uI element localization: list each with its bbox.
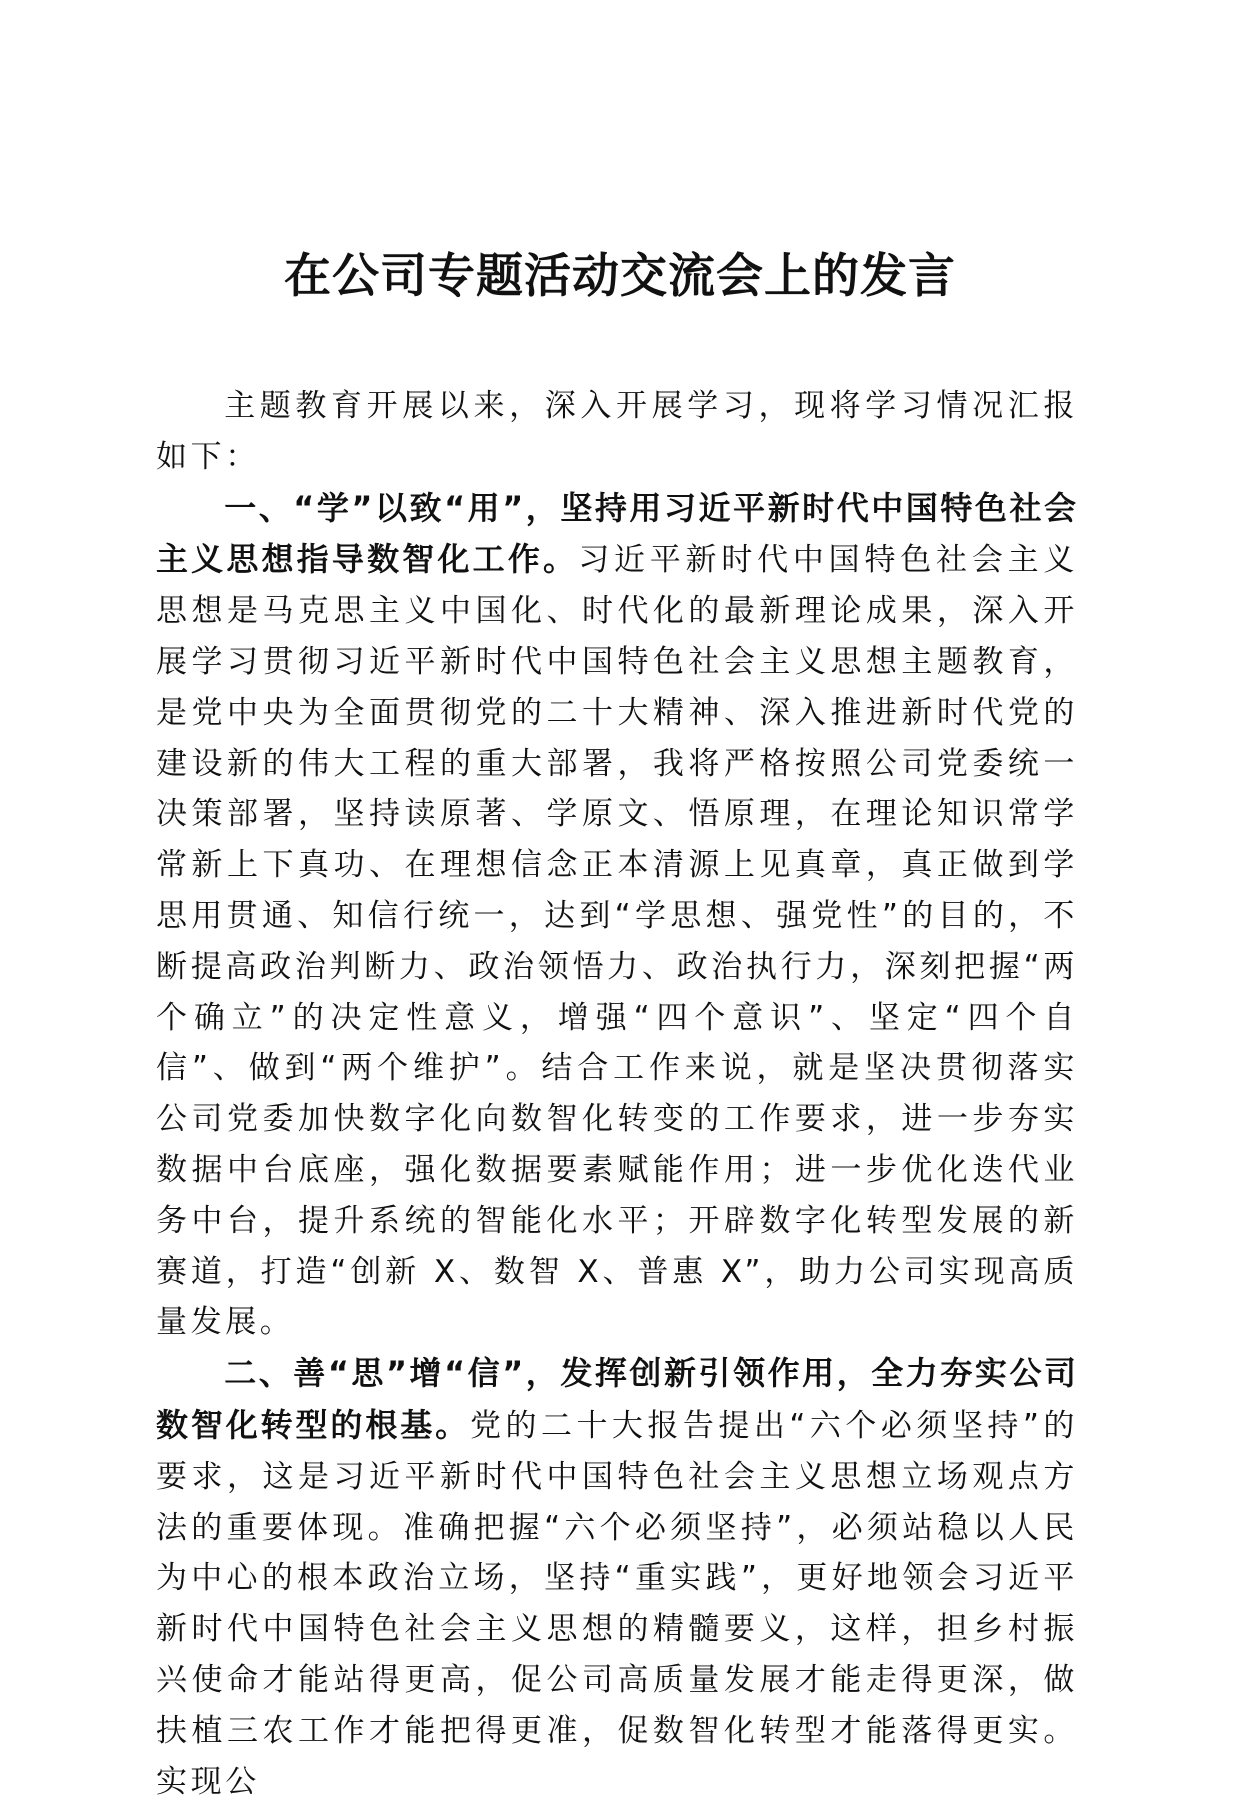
document-body [156,381,1078,1807]
section-1-heading: 一、“学”以致“用”，坚持用习近平新时代中国特色社会主义思想指导数智化工作。 [156,488,1078,579]
section-2-body: 党的二十大报告提出“六个必须坚持”的要求，这是习近平新时代中国特色社会主义思想立场观点方法的重要体现。准确把握“六个必须坚持”，必须站稳以人民为中心的根本政治立场，坚持“重实践”，更好地领会习近平新时代中国特色社会主义思想的精髓要义，这样，担乡村振兴使命才能站得更高，促公司高质量发展才能走得更深，做扶植三农工作才能把得更准，促数智化转型才能落得更实。实现公 [156,1407,1078,1800]
section-2-paragraph [156,1348,1078,1807]
section-1-paragraph [156,483,1078,1349]
section-1-body: 习近平新时代中国特色社会主义思想是马克思主义中国化、时代化的最新理论成果，深入开展学习贯彻习近平新时代中国特色社会主义思想主题教育，是党中央为全面贯彻党的二十大精神、深入推进新时代党的建设新的伟大工程的重大部署，我将严格按照公司党委统一决策部署，坚持读原著、学原文、悟原理，在理论知识常学常新上下真功、在理想信念正本清源上见真章，真正做到学思用贯通、知信行统一，达到“学思想、强党性”的目的，不断提高政治判断力、政治领悟力、政治执行力，深刻把握“两个确立”的决定性意义，增强“四个意识”、坚定“四个自信”、做到“两个维护”。结合工作来说，就是坚决贯彻落实公司党委加快数字化向数智化转变的工作要求，进一步夯实数据中台底座，强化数据要素赋能作用；进一步优化迭代业务中台，提升系统的智能化水平；开辟数字化转型发展的新赛道，打造“创新 X、数智 X、普惠 X”，助力公司实现高质量发展。 [156,542,1078,1341]
section-2-heading: 二、善“思”增“信”，发挥创新引领作用，全力夯实公司数智化转型的根基。 [156,1354,1078,1444]
document-title: 在公司专题活动交流会上的发言 [284,249,956,304]
intro-paragraph: 主题教育开展以来，深入开展学习，现将学习情况汇报如下： [156,388,1078,475]
